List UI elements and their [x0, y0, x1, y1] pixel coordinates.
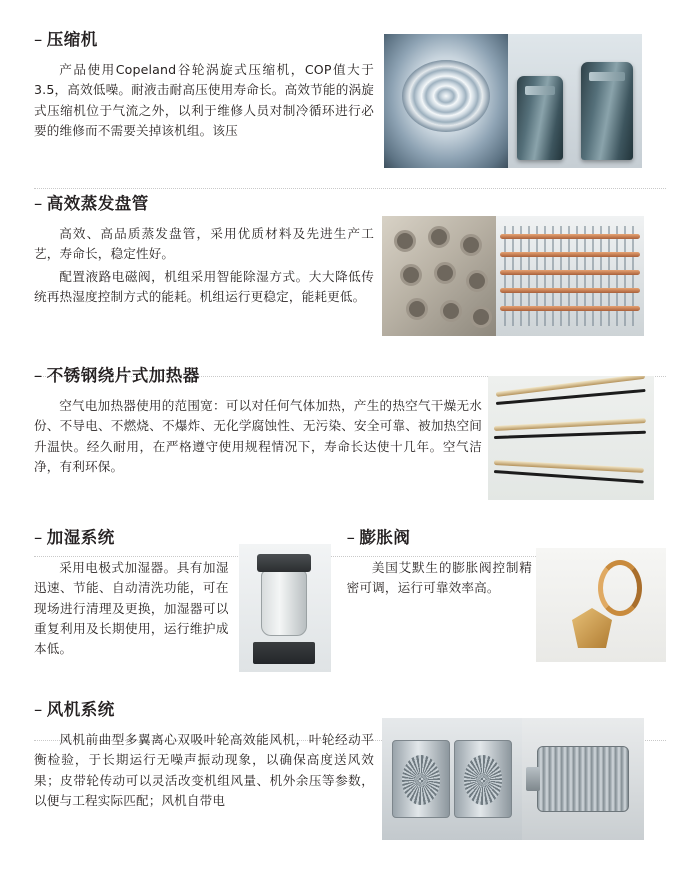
fan-paragraph-1: 风机前曲型多翼离心双吸叶轮高效能风机，叶轮经动平衡检验，于长期运行无噪声振动现象，以确保高度送风效果；皮带轮传动可以灵活改变机组风量、机外余压等参数，以便与工程实际匹配；风机自带电 [34, 731, 374, 808]
heater-cable [494, 431, 646, 439]
section-heading-compressor [34, 30, 374, 50]
compressor-paragraph-1: 产品使用Copeland谷轮涡旋式压缩机，COP值大于3.5，高效低噪。耐液击耐高压使用寿命长。高效节能的涡旋式压缩机位于气流之外，以利于维修人员对制冷循环进行必要的维修而不需要关掉该机组。该压 [34, 61, 374, 138]
coil-ring [400, 264, 422, 286]
section-heading-humidifier [34, 528, 229, 548]
heater-photo [488, 376, 654, 500]
fan-motor-photo [522, 718, 644, 840]
scroll-spiral-shape [402, 60, 490, 132]
coil-ring [394, 230, 416, 252]
heater-paragraph-1: 空气电加热器使用的范围宽：可以对任何气体加热，产生的热空气干燥无水份、不导电、不燃烧、不爆炸、无化学腐蚀性、无污染、安全可靠、被加热空间升温快。经久耐用，在严格遵守使用规程情况下，寿命长达使十几年。空气洁净，有利环保。 [34, 397, 482, 474]
heater-cable [494, 470, 644, 483]
coil-ring [470, 306, 492, 328]
heater-text-column [34, 366, 482, 479]
valve-capillary-coil [598, 560, 642, 616]
evaporator-text-column [34, 194, 374, 309]
compressor-unit-small [517, 76, 563, 160]
heading-label: 风机系统 [46, 700, 115, 719]
humidifier-cylinder [261, 570, 307, 636]
finned-coil-photo [496, 216, 644, 336]
divider-1 [34, 188, 666, 189]
coil-ring [434, 262, 456, 284]
heading-dash: – [34, 528, 43, 547]
compressor-photo [384, 34, 642, 168]
humidifier-base [253, 642, 315, 664]
humidifier-text-column [34, 528, 229, 662]
scroll-plate-photo [384, 34, 508, 168]
expansion-valve-text-column [347, 528, 532, 601]
evaporator-paragraph-2: 配置液路电磁阀，机组采用智能除湿方式。大大降低传统再热湿度控制方式的能耗。机组运行更稳定，能耗更低。 [34, 268, 374, 304]
heading-label: 高效蒸发盘管 [46, 194, 149, 213]
coil-header-photo [382, 216, 496, 336]
heading-dash: – [346, 528, 356, 547]
section-evaporator-coil [34, 194, 666, 336]
section-heading-fan [34, 700, 374, 720]
heater-rod [494, 418, 646, 431]
humidifier-cap [257, 554, 311, 572]
expansion-valve-paragraph-1: 美国艾默生的膨胀阀控制精密可调，运行可靠效率高。 [346, 559, 532, 596]
valve-brass-body [572, 608, 612, 648]
coil-ring [428, 226, 450, 248]
section-heater [34, 366, 666, 500]
heading-label: 不锈钢绕片式加热器 [46, 366, 200, 385]
evaporator-paragraph-1: 高效、高品质蒸发盘管，采用优质材料及先进生产工艺，寿命长，稳定性好。 [34, 225, 374, 262]
centrifugal-fan-photo [382, 718, 522, 840]
section-heading-heater [34, 366, 482, 386]
fan-drum [454, 740, 512, 818]
evaporator-coil-photo [382, 216, 644, 336]
fan-photo [382, 718, 644, 840]
heading-label: 加湿系统 [46, 528, 115, 547]
coil-ring [460, 234, 482, 256]
compressor-text-column [34, 30, 374, 143]
humidifier-paragraph-1: 采用电极式加湿器。具有加湿迅速、节能、自动清洗功能，可在现场进行清理及更换，加湿器可以重复利用及长期使用，运行维护成本低。 [34, 559, 229, 657]
coil-ring [440, 300, 462, 322]
section-fan [34, 700, 666, 840]
section-humidifier-and-valve [34, 528, 666, 672]
section-heading-evaporator [34, 194, 374, 214]
fan-drum [392, 740, 450, 818]
section-compressor [34, 22, 666, 168]
heading-dash: – [34, 700, 43, 719]
coil-ring [406, 298, 428, 320]
humidifier-photo [239, 544, 331, 672]
electric-motor [537, 746, 629, 812]
heading-dash: – [34, 194, 43, 213]
coil-ring [466, 270, 488, 292]
heading-dash: – [34, 30, 43, 49]
heading-dash: – [34, 366, 43, 385]
section-heading-expansion-valve [347, 528, 532, 548]
expansion-valve-photo [536, 548, 666, 662]
fan-text-column [34, 700, 374, 813]
heading-label: 膨胀阀 [359, 528, 411, 547]
compressor-unit-large [581, 62, 633, 160]
compressor-units-photo [508, 34, 642, 168]
heading-label: 压缩机 [46, 30, 98, 49]
